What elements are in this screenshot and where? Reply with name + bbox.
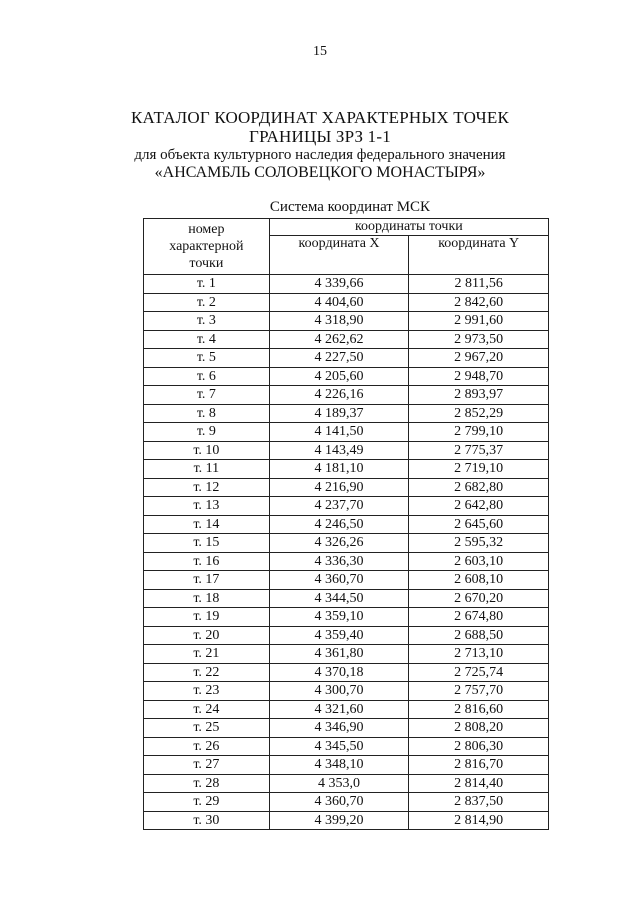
- coordinate-y-cell: 2 806,30: [409, 737, 549, 756]
- coordinate-x-cell: 4 360,70: [269, 571, 409, 590]
- table-row: [144, 793, 549, 812]
- point-number-cell: т. 14: [144, 515, 270, 534]
- table-row: [144, 719, 549, 738]
- table-row: [144, 330, 549, 349]
- point-number-cell: т. 19: [144, 608, 270, 627]
- point-number-cell: т. 2: [144, 293, 270, 312]
- coordinate-x-cell: 4 189,37: [269, 404, 409, 423]
- coordinate-y-cell: 2 852,29: [409, 404, 549, 423]
- coordinates-table: [143, 218, 549, 830]
- table-header-row: [144, 219, 549, 236]
- object-name: «АНСАМБЛЬ СОЛОВЕЦКОГО МОНАСТЫРЯ»: [154, 164, 486, 181]
- coordinate-y-cell: 2 757,70: [409, 682, 549, 701]
- coordinate-x-cell: 4 404,60: [269, 293, 409, 312]
- coordinate-x-cell: 4 326,26: [269, 534, 409, 553]
- point-header-line: характерной: [169, 239, 244, 254]
- coordinate-y-cell: 2 893,97: [409, 386, 549, 405]
- coordinate-y-cell: 2 674,80: [409, 608, 549, 627]
- coordinate-x-cell: 4 181,10: [269, 460, 409, 479]
- table-row: [144, 386, 549, 405]
- table-row: [144, 552, 549, 571]
- coordinate-y-cell: 2 814,90: [409, 811, 549, 830]
- point-header-line: номер: [188, 222, 225, 237]
- coordinate-x-cell: 4 370,18: [269, 663, 409, 682]
- table-row: [144, 423, 549, 442]
- coordinate-y-cell: 2 725,74: [409, 663, 549, 682]
- table-row: [144, 497, 549, 516]
- coordinate-x-cell: 4 344,50: [269, 589, 409, 608]
- table-row: [144, 515, 549, 534]
- coordinate-y-cell: 2 799,10: [409, 423, 549, 442]
- coordinate-y-cell: 2 842,60: [409, 293, 549, 312]
- coordinate-y-cell: 2 595,32: [409, 534, 549, 553]
- coordinate-x-cell: 4 300,70: [269, 682, 409, 701]
- coordinate-x-cell: 4 336,30: [269, 552, 409, 571]
- table-row: [144, 756, 549, 775]
- table-row: [144, 367, 549, 386]
- table-row: [144, 589, 549, 608]
- coordinate-y-cell: 2 775,37: [409, 441, 549, 460]
- coordinate-x-cell: 4 143,49: [269, 441, 409, 460]
- point-number-cell: т. 26: [144, 737, 270, 756]
- coordinate-x-cell: 4 360,70: [269, 793, 409, 812]
- point-number-cell: т. 9: [144, 423, 270, 442]
- point-number-cell: т. 29: [144, 793, 270, 812]
- coordinate-x-cell: 4 353,0: [269, 774, 409, 793]
- table-row: [144, 478, 549, 497]
- table-row: [144, 608, 549, 627]
- table-row: [144, 663, 549, 682]
- table-row: [144, 275, 549, 294]
- coordinate-y-cell: 2 811,56: [409, 275, 549, 294]
- point-number-cell: т. 6: [144, 367, 270, 386]
- coordinate-system-caption: Система координат МСК: [269, 199, 431, 215]
- coordinate-x-cell: 4 227,50: [269, 349, 409, 368]
- coordinate-x-cell: 4 141,50: [269, 423, 409, 442]
- table-row: [144, 460, 549, 479]
- coordinate-y-cell: 2 948,70: [409, 367, 549, 386]
- point-number-cell: т. 21: [144, 645, 270, 664]
- coordinate-y-cell: 2 816,60: [409, 700, 549, 719]
- catalog-title: КАТАЛОГ КООРДИНАТ ХАРАКТЕРНЫХ ТОЧЕК: [130, 108, 510, 127]
- table-row: [144, 626, 549, 645]
- coordinate-y-header: координата Y: [409, 236, 549, 275]
- coordinate-x-cell: 4 399,20: [269, 811, 409, 830]
- point-number-cell: т. 10: [144, 441, 270, 460]
- coordinate-x-cell: 4 318,90: [269, 312, 409, 331]
- coordinate-x-cell: 4 359,10: [269, 608, 409, 627]
- coordinate-y-cell: 2 991,60: [409, 312, 549, 331]
- coordinate-x-cell: 4 361,80: [269, 645, 409, 664]
- table-row: [144, 312, 549, 331]
- coordinate-y-cell: 2 688,50: [409, 626, 549, 645]
- point-number-cell: т. 22: [144, 663, 270, 682]
- point-number-cell: т. 8: [144, 404, 270, 423]
- coordinate-y-cell: 2 814,40: [409, 774, 549, 793]
- coordinate-y-cell: 2 645,60: [409, 515, 549, 534]
- point-number-cell: т. 4: [144, 330, 270, 349]
- coordinate-y-cell: 2 973,50: [409, 330, 549, 349]
- point-number-cell: т. 18: [144, 589, 270, 608]
- coordinate-y-cell: 2 967,20: [409, 349, 549, 368]
- point-number-cell: т. 11: [144, 460, 270, 479]
- coordinate-x-cell: 4 262,62: [269, 330, 409, 349]
- point-number-cell: т. 7: [144, 386, 270, 405]
- coordinate-x-header: координата X: [269, 236, 409, 275]
- coordinate-x-cell: 4 359,40: [269, 626, 409, 645]
- page-number: 15: [313, 44, 327, 59]
- coordinate-y-cell: 2 719,10: [409, 460, 549, 479]
- coordinate-x-cell: 4 205,60: [269, 367, 409, 386]
- coordinate-x-cell: 4 348,10: [269, 756, 409, 775]
- object-description: для объекта культурного наследия федерального значения: [134, 147, 506, 163]
- point-header-line: точки: [189, 256, 224, 271]
- point-number-cell: т. 28: [144, 774, 270, 793]
- point-number-cell: т. 13: [144, 497, 270, 516]
- point-number-cell: т. 23: [144, 682, 270, 701]
- coordinate-y-cell: 2 682,80: [409, 478, 549, 497]
- table-body: [144, 275, 549, 830]
- point-number-cell: т. 1: [144, 275, 270, 294]
- point-number-cell: т. 24: [144, 700, 270, 719]
- coordinate-y-cell: 2 642,80: [409, 497, 549, 516]
- coordinate-y-cell: 2 608,10: [409, 571, 549, 590]
- point-number-cell: т. 12: [144, 478, 270, 497]
- table-row: [144, 682, 549, 701]
- table-row: [144, 571, 549, 590]
- coordinates-group-header: координаты точки: [269, 219, 548, 236]
- table-row: [144, 774, 549, 793]
- table-row: [144, 811, 549, 830]
- coordinate-y-cell: 2 603,10: [409, 552, 549, 571]
- point-number-cell: т. 15: [144, 534, 270, 553]
- coordinate-y-cell: 2 808,20: [409, 719, 549, 738]
- coordinate-x-cell: 4 346,90: [269, 719, 409, 738]
- document-header: [0, 108, 640, 182]
- point-number-cell: т. 17: [144, 571, 270, 590]
- point-number-header: [144, 219, 270, 275]
- coordinate-y-cell: 2 713,10: [409, 645, 549, 664]
- coordinate-x-cell: 4 345,50: [269, 737, 409, 756]
- point-number-cell: т. 3: [144, 312, 270, 331]
- table-row: [144, 645, 549, 664]
- point-number-cell: т. 25: [144, 719, 270, 738]
- table-row: [144, 700, 549, 719]
- table-row: [144, 737, 549, 756]
- coordinate-y-cell: 2 816,70: [409, 756, 549, 775]
- coordinate-x-cell: 4 226,16: [269, 386, 409, 405]
- coordinate-x-cell: 4 246,50: [269, 515, 409, 534]
- table-row: [144, 349, 549, 368]
- point-number-cell: т. 16: [144, 552, 270, 571]
- point-number-cell: т. 5: [144, 349, 270, 368]
- table-row: [144, 293, 549, 312]
- point-number-cell: т. 20: [144, 626, 270, 645]
- coordinate-x-cell: 4 321,60: [269, 700, 409, 719]
- point-number-cell: т. 27: [144, 756, 270, 775]
- coordinate-x-cell: 4 216,90: [269, 478, 409, 497]
- table-row: [144, 441, 549, 460]
- table-row: [144, 534, 549, 553]
- coordinate-y-cell: 2 670,20: [409, 589, 549, 608]
- coordinate-x-cell: 4 237,70: [269, 497, 409, 516]
- zone-title: ГРАНИЦЫ ЗРЗ 1-1: [249, 127, 391, 146]
- coordinate-x-cell: 4 339,66: [269, 275, 409, 294]
- table-row: [144, 404, 549, 423]
- point-number-cell: т. 30: [144, 811, 270, 830]
- coordinate-y-cell: 2 837,50: [409, 793, 549, 812]
